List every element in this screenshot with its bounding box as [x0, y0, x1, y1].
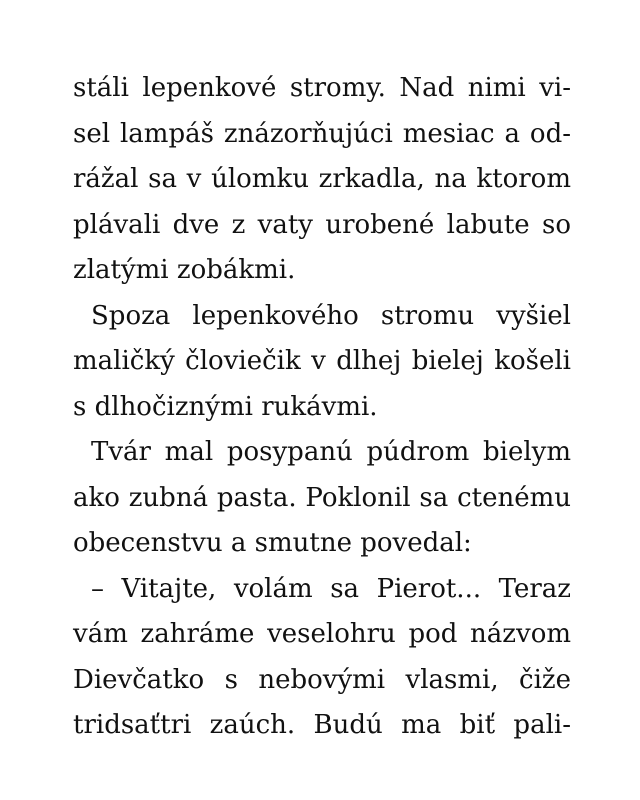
text-line: Spoza lepenkového stromu vyšiel	[91, 300, 571, 331]
text-line: zlatými zobákmi.	[73, 255, 296, 285]
text-line: vám zahráme veselohru pod názvom	[73, 619, 571, 649]
paragraph-3	[73, 430, 571, 567]
paragraph-1	[73, 66, 571, 294]
text-line: ako zubná pasta. Poklonil sa ctenému	[73, 482, 571, 513]
text-line: obecenstvu a smutne povedal:	[73, 528, 472, 558]
text-line: maličký človiečik v dlhej bielej košeli	[73, 346, 571, 376]
paragraph-2	[73, 294, 571, 431]
text-line: Dievčatko s nebovými vlasmi, čiže	[73, 664, 571, 695]
text-line: Tvár mal posypanú púdrom bielym	[91, 437, 571, 467]
paragraph-4	[73, 567, 571, 749]
book-page	[73, 66, 571, 749]
text-line: s dlhočiznými rukávmi.	[73, 391, 378, 422]
text-line: rážal sa v úlomku zrkadla, na ktorom	[73, 164, 571, 194]
text-line: – Vitajte, volám sa Pierot... Teraz	[91, 573, 571, 604]
text-line: plávali dve z vaty urobené labute so	[73, 209, 571, 240]
text-line: tridsaťtri zaúch. Budú ma biť pali-	[73, 710, 571, 740]
text-line: sel lampáš znázorňujúci mesiac a od-	[73, 118, 571, 149]
text-line: stáli lepenkové stromy. Nad nimi vi-	[73, 73, 571, 103]
